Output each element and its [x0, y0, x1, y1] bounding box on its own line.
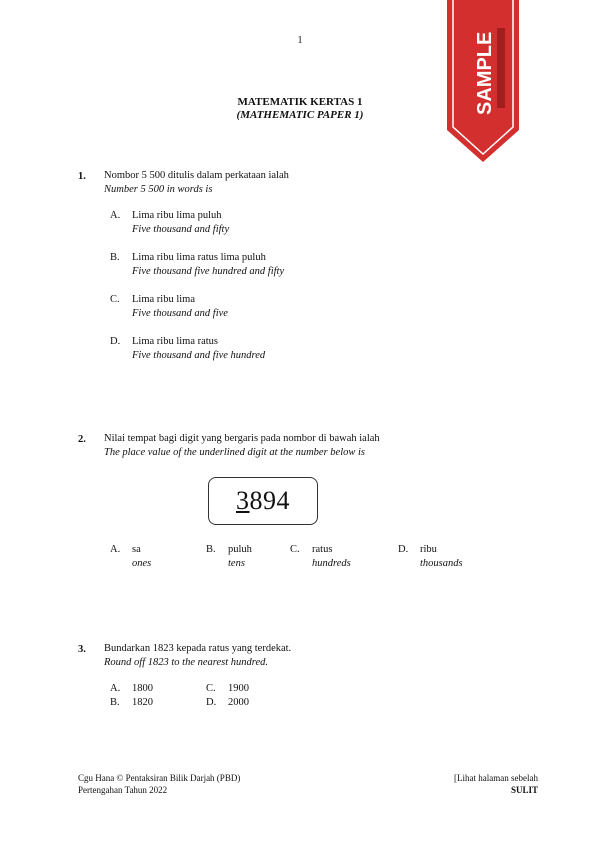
- page-number: 1: [297, 35, 303, 46]
- q3-option-a-value: 1800: [132, 683, 153, 694]
- q3-option-c-value: 1900: [228, 683, 249, 694]
- q2-option-b-ms: puluh: [228, 544, 252, 555]
- q3-option-d-letter: D.: [206, 697, 217, 708]
- underlined-digit: 3: [236, 486, 250, 515]
- q1-option-c[interactable]: [110, 293, 228, 321]
- question-3-text: [104, 642, 291, 670]
- question-2-number: 2.: [78, 434, 86, 445]
- q1-option-d-en: Five thousand and five hundred: [132, 350, 266, 361]
- number-box: [208, 477, 318, 525]
- q1-option-b-letter: B.: [110, 252, 120, 263]
- q2-option-d-ms: ribu: [420, 544, 437, 555]
- q1-option-a-en: Five thousand and fifty: [132, 224, 230, 235]
- paper-subtitle: (MATHEMATIC PAPER 1): [236, 109, 364, 121]
- footer-credit: Cgu Hana © Pentaksiran Bilik Darjah (PBD): [78, 773, 241, 783]
- footer-next-page: [Lihat halaman sebelah: [454, 773, 538, 783]
- question-1-en: Number 5 500 in words is: [104, 184, 213, 195]
- q2-option-a-ms: sa: [132, 544, 141, 555]
- q1-option-a-letter: A.: [110, 210, 121, 221]
- question-3-number: 3.: [78, 644, 86, 655]
- question-2-en: The place value of the underlined digit at the number below is: [104, 447, 365, 458]
- footer-right: [454, 772, 538, 796]
- q1-option-b[interactable]: [110, 251, 284, 279]
- q3-option-b-letter: B.: [110, 697, 120, 708]
- q2-option-c-letter: C.: [290, 544, 300, 555]
- question-1-text: [104, 169, 289, 197]
- q3-option-d-value: 2000: [228, 697, 249, 708]
- q3-option-c-letter: C.: [206, 683, 216, 694]
- q1-option-b-ms: Lima ribu lima ratus lima puluh: [132, 252, 266, 263]
- question-1-ms: Nombor 5 500 ditulis dalam perkataan ialah: [104, 170, 289, 181]
- q2-option-c-ms: ratus: [312, 544, 333, 555]
- question-1-number: 1.: [78, 171, 86, 182]
- q1-option-d-ms: Lima ribu lima ratus: [132, 336, 219, 347]
- q2-option-c[interactable]: [290, 543, 351, 571]
- question-3-en: Round off 1823 to the nearest hundred.: [104, 657, 268, 668]
- paper-title-block: [0, 96, 600, 122]
- q2-option-b-en: tens: [228, 558, 245, 569]
- q1-option-c-en: Five thousand and five: [132, 308, 228, 319]
- q2-option-b[interactable]: [206, 543, 252, 571]
- q1-option-d-letter: D.: [110, 336, 121, 347]
- q3-option-c[interactable]: [206, 682, 249, 696]
- footer-classification: SULIT: [510, 785, 538, 795]
- remaining-digits: 894: [249, 486, 290, 515]
- question-2-text: [104, 432, 380, 460]
- q3-option-b-value: 1820: [132, 697, 153, 708]
- q1-option-c-letter: C.: [110, 294, 120, 305]
- q1-option-c-ms: Lima ribu lima: [132, 294, 195, 305]
- q1-option-a-ms: Lima ribu lima puluh: [132, 210, 222, 221]
- q2-option-a-letter: A.: [110, 544, 121, 555]
- q2-option-d-letter: D.: [398, 544, 409, 555]
- sample-watermark-text: SAMPLE: [474, 31, 496, 115]
- q2-option-b-letter: B.: [206, 544, 216, 555]
- paper-title: MATEMATIK KERTAS 1: [237, 96, 363, 108]
- q1-option-d[interactable]: [110, 335, 265, 363]
- q2-option-d[interactable]: [398, 543, 463, 571]
- q3-option-a[interactable]: [110, 682, 153, 696]
- q2-option-c-en: hundreds: [312, 558, 351, 569]
- question-3-ms: Bundarkan 1823 kepada ratus yang terdekat.: [104, 643, 292, 654]
- q3-option-d[interactable]: [206, 696, 249, 710]
- q3-option-b[interactable]: [110, 696, 153, 710]
- q3-option-a-letter: A.: [110, 683, 121, 694]
- question-2-ms: Nilai tempat bagi digit yang bergaris pada nombor di bawah ialah: [104, 433, 380, 444]
- q1-option-a[interactable]: [110, 209, 229, 237]
- q2-option-d-en: thousands: [420, 558, 463, 569]
- footer-term: Pertengahan Tahun 2022: [78, 785, 168, 795]
- q2-option-a-en: ones: [132, 558, 152, 569]
- footer-left: [78, 772, 240, 796]
- sample-ribbon: [447, 0, 519, 162]
- q2-option-a[interactable]: [110, 543, 151, 571]
- q1-option-b-en: Five thousand five hundred and fifty: [132, 266, 285, 277]
